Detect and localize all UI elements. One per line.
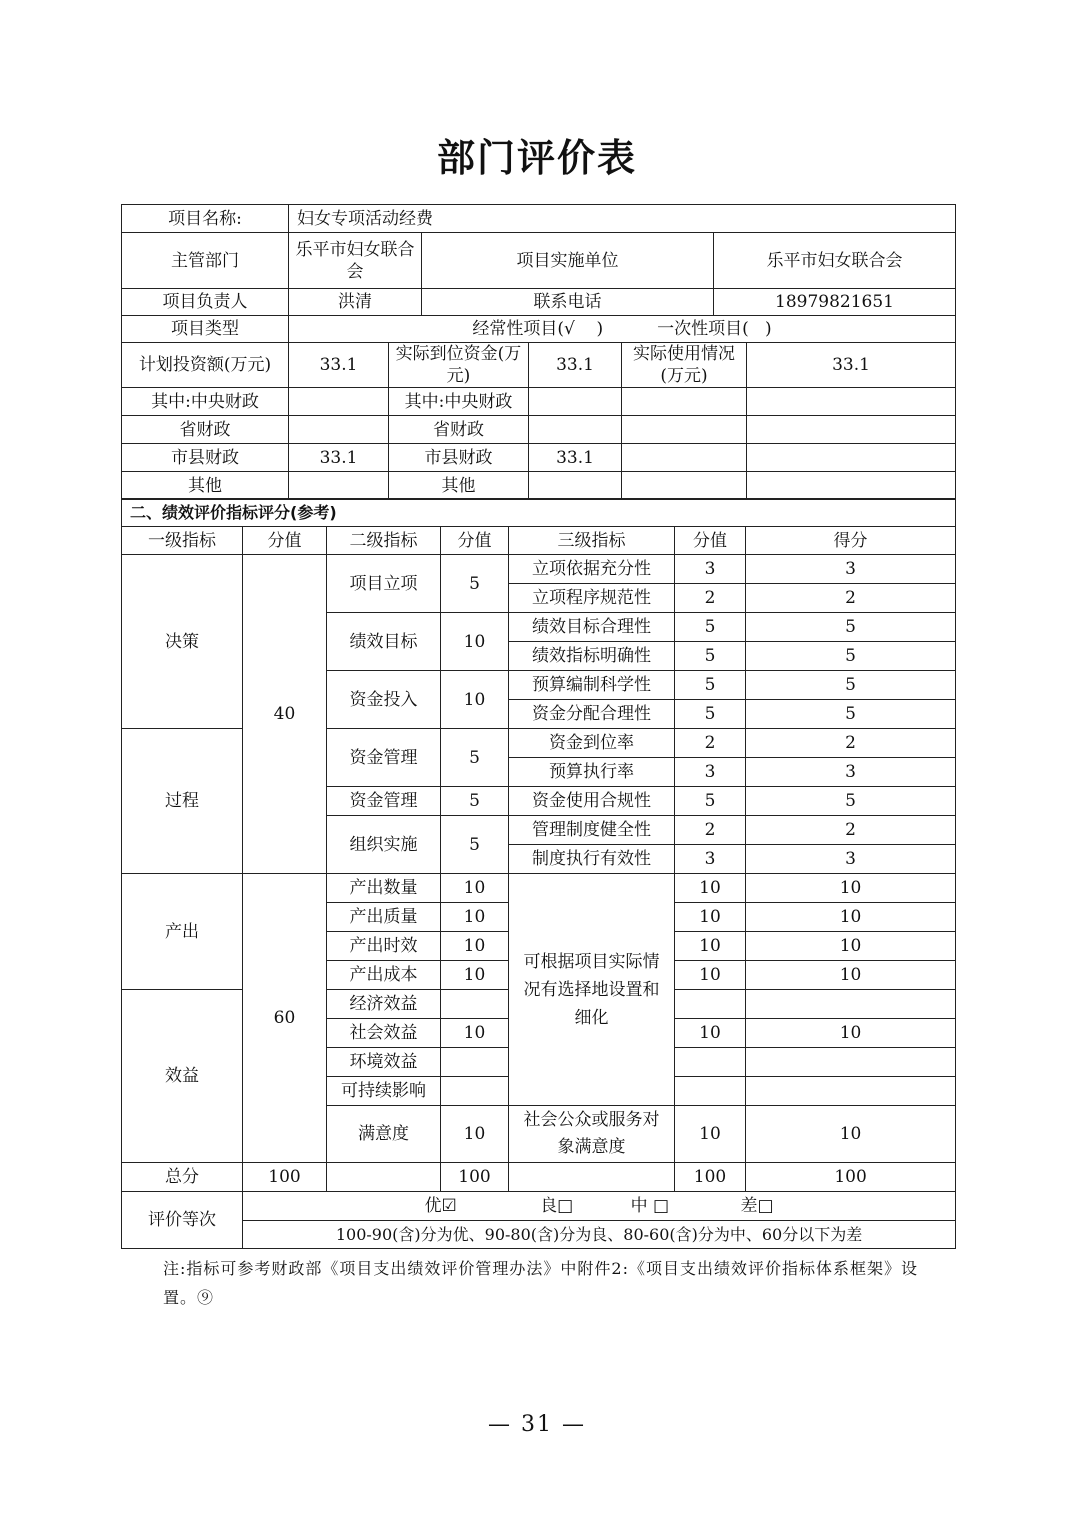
grade-cell: 5 (746, 787, 956, 816)
fund-row-empty (747, 388, 956, 416)
grade-cell: 2 (746, 729, 956, 758)
fund-row-empty (622, 416, 747, 444)
phone-label: 联系电话 (422, 289, 714, 316)
fund-row-empty (747, 472, 956, 500)
level3-score (675, 990, 746, 1019)
unit-label: 项目实施单位 (422, 233, 714, 289)
level2-score: 10 (441, 1106, 509, 1163)
level2-score: 10 (441, 1019, 509, 1048)
fund-row-label: 省财政 (389, 416, 529, 444)
level2-cell: 绩效目标 (327, 613, 441, 671)
header-cell: 一级指标 (122, 527, 243, 555)
level2-score: 10 (441, 874, 509, 903)
fund-row-empty (622, 472, 747, 500)
level3-score: 5 (675, 787, 746, 816)
used-label: 实际使用情况(万元) (622, 343, 747, 388)
grade-cell: 10 (746, 932, 956, 961)
level1-benefit: 效益 (122, 990, 243, 1163)
fund-row-value (529, 472, 622, 500)
grade-cell: 10 (746, 1106, 956, 1163)
level3-score: 10 (675, 1106, 746, 1163)
level3-cell: 绩效指标明确性 (509, 642, 675, 671)
level2-score: 10 (441, 903, 509, 932)
used-value: 33.1 (747, 343, 956, 388)
fund-row-value (289, 388, 389, 416)
header-cell: 分值 (441, 527, 509, 555)
level3-score: 2 (675, 729, 746, 758)
level3-cell: 预算执行率 (509, 758, 675, 787)
actual-value: 33.1 (529, 343, 622, 388)
grade-cell: 3 (746, 845, 956, 874)
level3-score (675, 1077, 746, 1106)
page-title: 部门评价表 (436, 136, 637, 180)
level2-cell: 项目立项 (327, 555, 441, 613)
total-grade: 100 (746, 1163, 956, 1192)
level3-cell: 管理制度健全性 (509, 816, 675, 845)
fund-row-value (289, 416, 389, 444)
level2-score: 5 (441, 555, 509, 613)
grade-cell (746, 1048, 956, 1077)
dept-value: 乐平市妇女联合会 (289, 233, 422, 289)
level1-output: 产出 (122, 874, 243, 990)
fund-row-label: 省财政 (122, 416, 289, 444)
fund-row-value: 33.1 (289, 444, 389, 472)
level3-score: 5 (675, 642, 746, 671)
level3-score: 5 (675, 613, 746, 642)
footnote: 注:指标可参考财政部《项目支出绩效评价管理办法》中附件2:《项目支出绩效评价指标体系框架》设置。⑨ (163, 1259, 918, 1307)
level3-score: 10 (675, 903, 746, 932)
level2-cell: 产出时效 (327, 932, 441, 961)
fund-row-empty (747, 416, 956, 444)
level2-cell: 经济效益 (327, 990, 441, 1019)
level3-cell: 制度执行有效性 (509, 845, 675, 874)
level2-cell: 产出数量 (327, 874, 441, 903)
fund-row-label: 其他 (389, 472, 529, 500)
level1-decision: 决策 (122, 555, 243, 729)
level3-score: 5 (675, 700, 746, 729)
grade-option-excellent: 优☑ (424, 1196, 457, 1216)
unit-value: 乐平市妇女联合会 (714, 233, 956, 289)
fund-row-label: 市县财政 (389, 444, 529, 472)
level3-cell: 社会公众或服务对象满意度 (509, 1106, 675, 1163)
grade-cell: 2 (746, 584, 956, 613)
grade-cell: 5 (746, 642, 956, 671)
fund-row-empty (622, 444, 747, 472)
fund-row-value (289, 472, 389, 500)
level3-score: 3 (675, 555, 746, 584)
level3-cell: 资金使用合规性 (509, 787, 675, 816)
level3-score: 10 (675, 961, 746, 990)
score-40: 40 (243, 555, 327, 874)
grade-cell: 2 (746, 816, 956, 845)
level2-score: 10 (441, 613, 509, 671)
level2-score (441, 990, 509, 1019)
level3-score: 2 (675, 816, 746, 845)
level2-cell: 资金投入 (327, 671, 441, 729)
total-empty (509, 1163, 675, 1192)
level2-score: 5 (441, 787, 509, 816)
scoring-table (121, 498, 956, 1249)
header-cell: 得分 (746, 527, 956, 555)
dept-label: 主管部门 (122, 233, 289, 289)
project-name-value: 妇女专项活动经费 (289, 205, 956, 233)
header-cell: 分值 (243, 527, 327, 555)
grade-options (243, 1192, 956, 1221)
level2-cell: 组织实施 (327, 816, 441, 874)
total-score: 100 (441, 1163, 509, 1192)
level3-score: 3 (675, 758, 746, 787)
total-score: 100 (243, 1163, 327, 1192)
level3-score: 5 (675, 671, 746, 700)
section-title: 二、绩效评价指标评分(参考) (122, 499, 956, 527)
level3-score: 3 (675, 845, 746, 874)
level2-score: 5 (441, 816, 509, 874)
header-cell: 二级指标 (327, 527, 441, 555)
total-score: 100 (675, 1163, 746, 1192)
level3-cell: 资金分配合理性 (509, 700, 675, 729)
fund-row-empty (622, 388, 747, 416)
type-label: 项目类型 (122, 316, 289, 343)
fund-row-value (529, 388, 622, 416)
grade-option-good: 良□ (540, 1196, 574, 1216)
fund-row-label: 其他 (122, 472, 289, 500)
grade-rule: 100-90(含)分为优、90-80(含)分为良、80-60(含)分为中、60分以下为差 (243, 1221, 956, 1249)
level2-score: 5 (441, 729, 509, 787)
score-60: 60 (243, 874, 327, 1163)
level2-cell: 资金管理 (327, 787, 441, 816)
level2-score: 10 (441, 671, 509, 729)
project-info-table (121, 204, 956, 343)
grade-cell: 5 (746, 700, 956, 729)
level2-score (441, 1048, 509, 1077)
level2-cell: 产出质量 (327, 903, 441, 932)
level2-cell: 满意度 (327, 1106, 441, 1163)
level3-cell: 绩效目标合理性 (509, 613, 675, 642)
level3-score: 10 (675, 1019, 746, 1048)
header-cell: 三级指标 (509, 527, 675, 555)
level2-cell: 社会效益 (327, 1019, 441, 1048)
project-name-label: 项目名称: (122, 205, 289, 233)
grade-cell: 10 (746, 1019, 956, 1048)
level3-score: 2 (675, 584, 746, 613)
level3-score (675, 1048, 746, 1077)
level2-cell: 产出成本 (327, 961, 441, 990)
actual-label: 实际到位资金(万元) (389, 343, 529, 388)
grade-cell: 5 (746, 613, 956, 642)
level3-cell: 资金到位率 (509, 729, 675, 758)
level2-cell: 环境效益 (327, 1048, 441, 1077)
level3-cell: 立项依据充分性 (509, 555, 675, 584)
level3-cell: 预算编制科学性 (509, 671, 675, 700)
planned-value: 33.1 (289, 343, 389, 388)
level2-cell: 可持续影响 (327, 1077, 441, 1106)
level2-score: 10 (441, 932, 509, 961)
fund-row-label: 其中:中央财政 (122, 388, 289, 416)
type-value: 经常性项目(√ ) 一次性项目( ) (289, 316, 956, 343)
funds-table (121, 342, 956, 500)
grade-option-poor: 差□ (740, 1196, 774, 1216)
header-cell: 分值 (675, 527, 746, 555)
grade-option-medium: 中 □ (630, 1196, 670, 1216)
grade-cell (746, 990, 956, 1019)
fund-row-label: 市县财政 (122, 444, 289, 472)
level2-cell: 资金管理 (327, 729, 441, 787)
grade-cell: 10 (746, 903, 956, 932)
grade-cell: 3 (746, 758, 956, 787)
grade-cell: 10 (746, 874, 956, 903)
fund-row-label: 其中:中央财政 (389, 388, 529, 416)
grade-label: 评价等次 (122, 1192, 243, 1249)
total-label: 总分 (122, 1163, 243, 1192)
grade-cell (746, 1077, 956, 1106)
level1-process: 过程 (122, 729, 243, 874)
planned-label: 计划投资额(万元) (122, 343, 289, 388)
level2-score (441, 1077, 509, 1106)
level2-score: 10 (441, 961, 509, 990)
level3-score: 10 (675, 874, 746, 903)
total-empty (327, 1163, 441, 1192)
fund-row-value: 33.1 (529, 444, 622, 472)
level3-cell: 立项程序规范性 (509, 584, 675, 613)
phone-value: 18979821651 (714, 289, 956, 316)
grade-cell: 5 (746, 671, 956, 700)
fund-row-value (529, 416, 622, 444)
leader-value: 洪清 (289, 289, 422, 316)
page-number: — 31 — (488, 1412, 586, 1437)
merged-level3-cell: 可根据项目实际情况有选择地设置和细化 (509, 874, 675, 1106)
grade-cell: 3 (746, 555, 956, 584)
grade-cell: 10 (746, 961, 956, 990)
level3-score: 10 (675, 932, 746, 961)
fund-row-empty (747, 444, 956, 472)
leader-label: 项目负责人 (122, 289, 289, 316)
